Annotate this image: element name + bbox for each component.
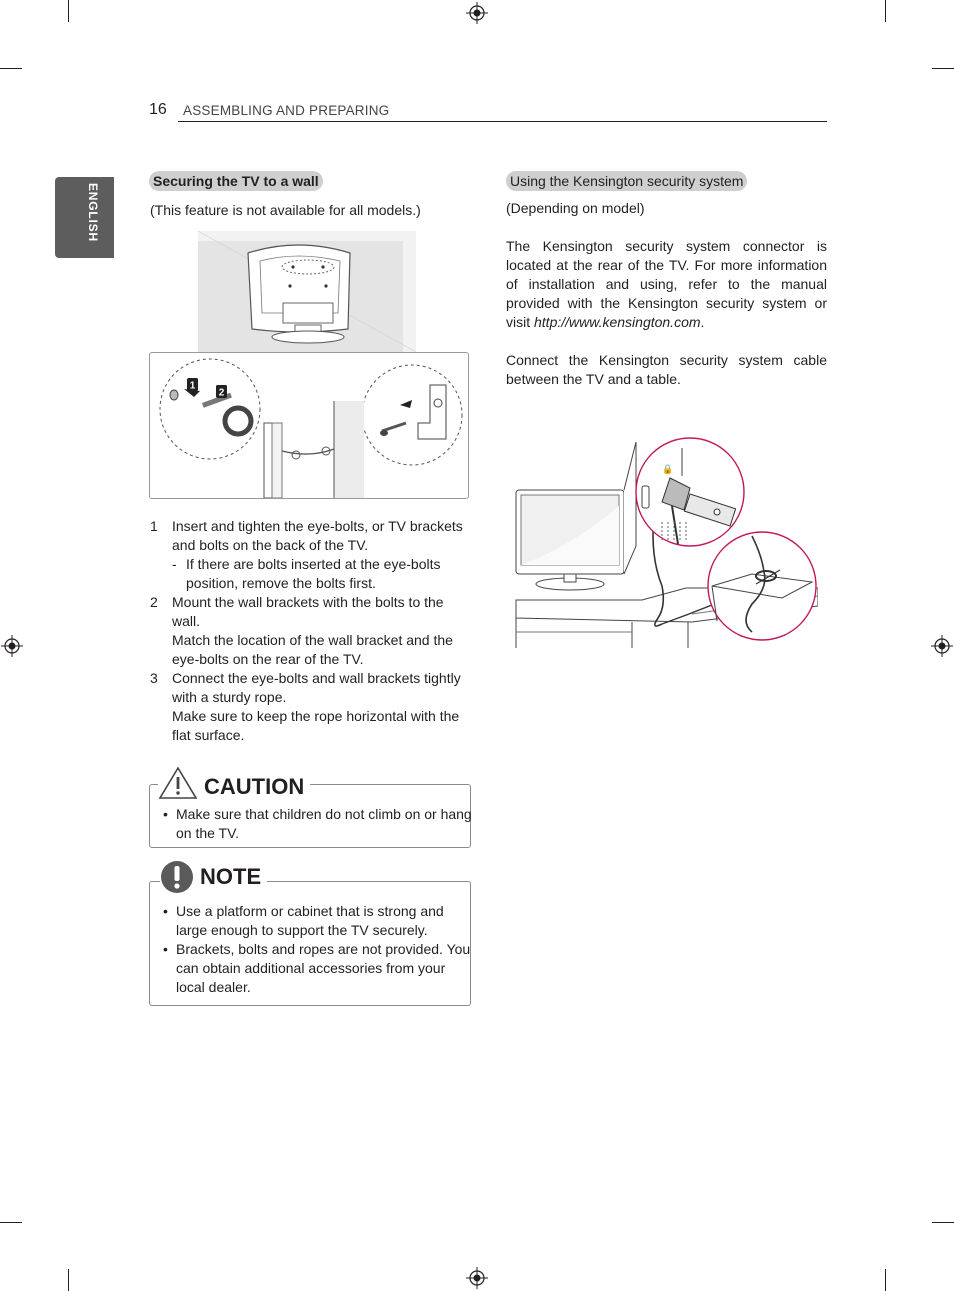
- note-item-text: Brackets, bolts and ropes are not provided. You can obtain additional accessories from your local dealer.: [176, 941, 471, 995]
- step-number: 2: [150, 594, 158, 610]
- availability-note: (This feature is not available for all models.): [150, 202, 421, 218]
- crop-mark: [932, 1222, 954, 1223]
- step-1: [150, 517, 470, 593]
- kensington-link[interactable]: http://www.kensington.com: [534, 314, 701, 330]
- crop-mark: [68, 0, 69, 22]
- kensington-description-end: .: [700, 314, 705, 330]
- step-text: Mount the wall brackets with the bolts to the wall.: [172, 594, 444, 629]
- note-title: NOTE: [200, 864, 262, 889]
- sub-item-text: If there are bolts inserted at the eye-bolts position, remove the bolts first.: [186, 556, 441, 591]
- exclamation-circle-icon: [160, 860, 194, 894]
- wall-section-heading-label: Securing the TV to a wall: [149, 171, 323, 191]
- model-dependency-note: (Depending on model): [506, 200, 645, 216]
- step-number: 3: [150, 670, 158, 686]
- callout-1: 1: [189, 380, 196, 392]
- step-extra-text: Match the location of the wall bracket and the eye-bolts on the rear of the TV.: [172, 632, 453, 667]
- registration-mark-icon: [1, 635, 23, 657]
- bullet-marker: •: [163, 806, 168, 822]
- crop-mark: [0, 1222, 22, 1223]
- caution-item-text: Make sure that children do not climb on or hang on the TV.: [176, 806, 472, 841]
- rope-securing-illustration: [149, 352, 469, 499]
- step-3: [150, 669, 470, 745]
- kensington-heading: [506, 171, 747, 191]
- crop-mark: [885, 0, 886, 22]
- kensington-heading-label: Using the Kensington security system: [506, 171, 747, 191]
- rope-securing-drawing: [150, 353, 468, 498]
- note-heading: [160, 860, 267, 894]
- note-box: [149, 881, 471, 1006]
- kensington-instruction: Connect the Kensington security system cable between the TV and a table.: [506, 352, 827, 387]
- lock-icon: 🔒: [662, 464, 674, 474]
- note-item: [150, 940, 476, 997]
- note-item-text: Use a platform or cabinet that is strong and large enough to support the TV securely.: [176, 903, 444, 938]
- language-tab: [55, 177, 114, 258]
- registration-mark-icon: [466, 2, 488, 24]
- step-text: Insert and tighten the eye-bolts, or TV brackets and bolts on the back of the TV.: [172, 518, 463, 553]
- kensington-description-text: The Kensington security system connector is located at the rear of the TV. For more information of installation and using, refer to the manual provided with the Kensington security system or visit: [506, 238, 827, 330]
- caution-heading: [158, 760, 310, 800]
- header-divider: [178, 121, 827, 122]
- caution-title: CAUTION: [204, 774, 305, 799]
- crop-mark: [885, 1269, 886, 1291]
- step-extra-text: Make sure to keep the rope horizontal with the flat surface.: [172, 708, 460, 743]
- language-tab-label: ENGLISH: [86, 183, 100, 242]
- registration-mark-icon: [466, 1267, 488, 1289]
- kensington-illustration: [512, 436, 818, 648]
- registration-mark-icon: [931, 635, 953, 657]
- crop-mark: [0, 68, 22, 69]
- kensington-description: [506, 237, 827, 332]
- page-number: 16: [149, 101, 167, 118]
- step-callout-badges: [187, 376, 227, 400]
- warning-triangle-icon: [158, 766, 198, 800]
- section-title: ASSEMBLING AND PREPARING: [183, 103, 390, 118]
- caution-item: [150, 805, 476, 843]
- note-item: [150, 902, 476, 940]
- bullet-marker: •: [163, 941, 168, 957]
- crop-mark: [68, 1269, 69, 1291]
- step-number: 1: [150, 518, 158, 534]
- step-sub-item: [172, 555, 470, 593]
- step-text: Connect the eye-bolts and wall brackets tightly with a sturdy rope.: [172, 670, 461, 705]
- step-2: [150, 593, 470, 669]
- wall-section-heading: [149, 171, 323, 191]
- tv-rear-illustration: [198, 231, 416, 352]
- bullet-marker: •: [163, 903, 168, 919]
- callout-2: 2: [218, 387, 225, 399]
- crop-mark: [932, 68, 954, 69]
- sub-item-marker: -: [172, 556, 177, 572]
